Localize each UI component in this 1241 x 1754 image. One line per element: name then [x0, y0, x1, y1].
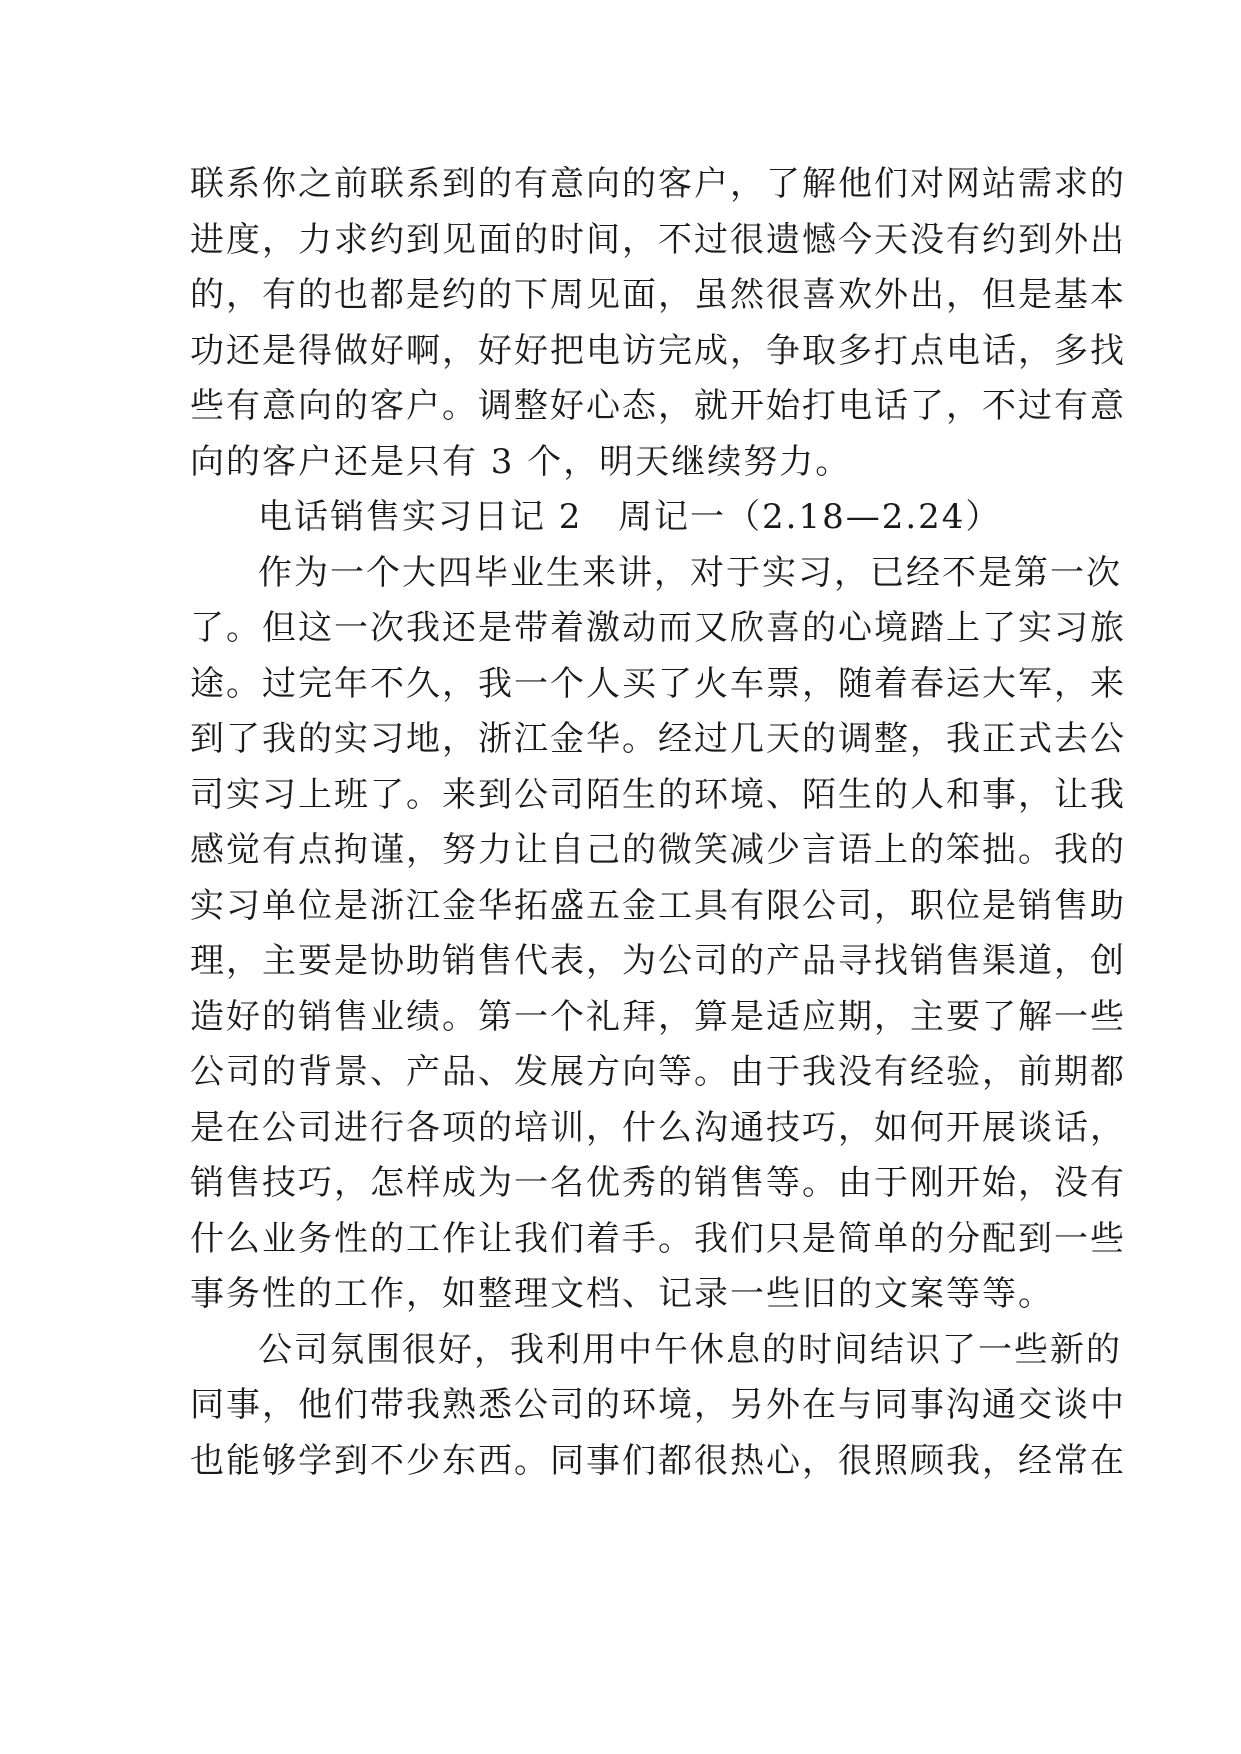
paragraph-2-line-6: 感觉有点拘谨，努力让自己的微笑减少言语上的笨拙。我的 [190, 830, 1126, 870]
paragraph-2-line-10: 公司的背景、产品、发展方向等。由于我没有经验，前期都 [190, 1052, 1126, 1092]
paragraph-1-line-6: 向的客户还是只有 3 个，明天继续努力。 [190, 442, 852, 482]
paragraph-2-line-11: 是在公司进行各项的培训，什么沟通技巧，如何开展谈话， [190, 1108, 1126, 1148]
paragraph-2-line-14: 事务性的工作，如整理文档、记录一些旧的文案等等。 [190, 1274, 1054, 1314]
paragraph-2-line-9: 造好的销售业绩。第一个礼拜，算是适应期，主要了解一些 [190, 997, 1126, 1037]
paragraph-2-line-12: 销售技巧，怎样成为一名优秀的销售等。由于刚开始，没有 [190, 1163, 1126, 1203]
paragraph-1-line-5: 些有意向的客户。调整好心态，就开始打电话了，不过有意 [190, 386, 1126, 426]
paragraph-1-line-2: 进度，力求约到见面的时间，不过很遗憾今天没有约到外出 [190, 220, 1126, 260]
paragraph-2-line-3: 途。过完年不久，我一个人买了火车票，随着春运大军，来 [190, 664, 1126, 704]
week-label: 周记一（2.18—2.24） [618, 497, 1002, 537]
paragraph-3-line-1: 公司氛围很好，我利用中午休息的时间结识了一些新的 [258, 1330, 1122, 1370]
paragraph-2-line-8: 理，主要是协助销售代表，为公司的产品寻找销售渠道，创 [190, 941, 1126, 981]
paragraph-2-line-13: 什么业务性的工作让我们着手。我们只是简单的分配到一些 [190, 1219, 1126, 1259]
paragraph-2-line-1: 作为一个大四毕业生来讲，对于实习，已经不是第一次 [258, 553, 1122, 593]
paragraph-1-line-3: 的，有的也都是约的下周见面，虽然很喜欢外出，但是基本 [190, 275, 1126, 315]
paragraph-2-line-7: 实习单位是浙江金华拓盛五金工具有限公司，职位是销售助 [190, 886, 1126, 926]
paragraph-2-line-2: 了。但这一次我还是带着激动而又欣喜的心境踏上了实习旅 [190, 608, 1126, 648]
paragraph-2-line-4: 到了我的实习地，浙江金华。经过几天的调整，我正式去公 [190, 719, 1126, 759]
paragraph-1-line-1: 联系你之前联系到的有意向的客户，了解他们对网站需求的 [190, 164, 1126, 204]
paragraph-3-line-2: 同事，他们带我熟悉公司的环境，另外在与同事沟通交谈中 [190, 1385, 1126, 1425]
paragraph-3-line-3: 也能够学到不少东西。同事们都很热心，很照顾我，经常在 [190, 1441, 1126, 1481]
diary-title: 电话销售实习日记 2 [258, 497, 583, 537]
paragraph-1-line-4: 功还是得做好啊，好好把电访完成，争取多打点电话，多找 [190, 331, 1126, 371]
paragraph-2-line-5: 司实习上班了。来到公司陌生的环境、陌生的人和事，让我 [190, 775, 1126, 815]
